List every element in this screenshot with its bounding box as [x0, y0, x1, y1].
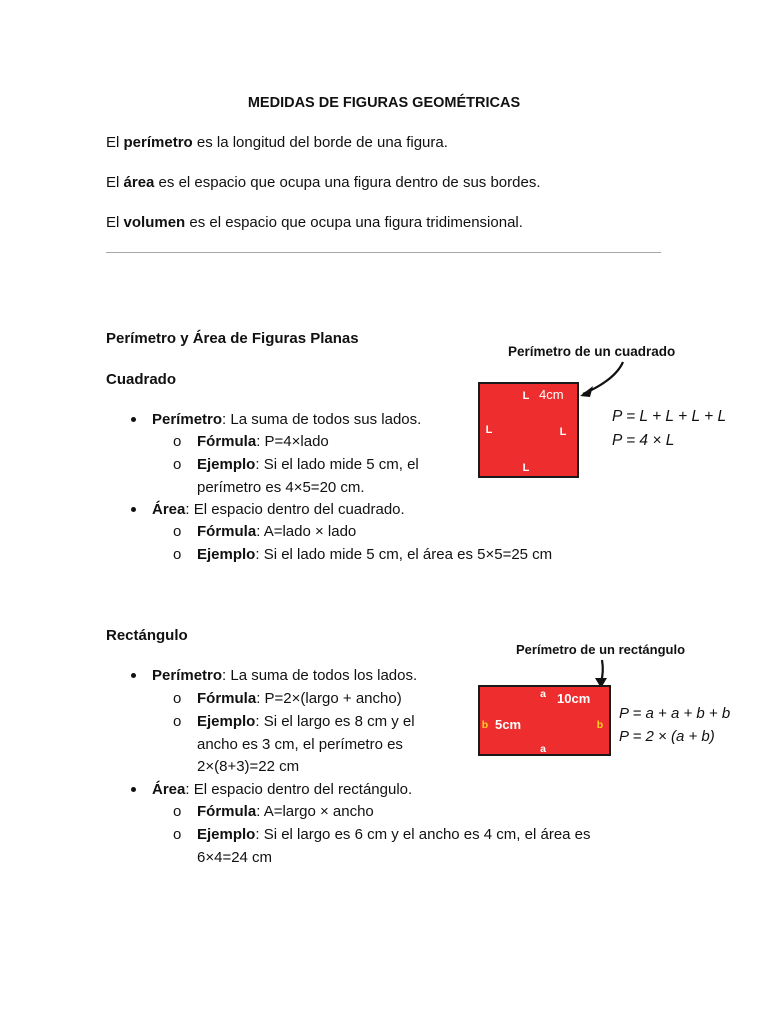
- cuadrado-heading: Cuadrado: [106, 371, 177, 388]
- rect-label-b-right: b: [596, 719, 604, 731]
- rectangulo-perimetro-formula: Fórmula: P=2×(largo + ancho): [197, 690, 402, 707]
- bullet-icon: [131, 673, 136, 678]
- side-label-left: L: [485, 424, 493, 436]
- sub-bullet-icon: o: [173, 546, 182, 563]
- cuadrado-area-ejemplo: Ejemplo: Si el lado mide 5 cm, el área es 5×5=25 cm: [197, 546, 553, 563]
- horizontal-divider: [106, 252, 661, 253]
- document-title: MEDIDAS DE FIGURAS GEOMÉTRICAS: [247, 95, 521, 111]
- arrow-head-icon: [580, 386, 593, 397]
- cuadrado-perimetro-ejemplo: Ejemplo: Si el lado mide 5 cm, el: [197, 456, 419, 473]
- side-label-top: L: [522, 390, 530, 402]
- rectangulo-area: Área: El espacio dentro del rectángulo.: [152, 781, 413, 798]
- rectangulo-perimetro-ejemplo-cont: ancho es 3 cm, el perímetro es: [197, 736, 403, 753]
- rectangulo-perimetro-ejemplo-cont2: 2×(8+3)=22 cm: [197, 758, 300, 775]
- bullet-icon: [131, 507, 136, 512]
- rectangulo-perimetro: Perímetro: La suma de todos los lados.: [152, 667, 418, 684]
- rectangle-formula-2: P = 2 × (a + b): [619, 728, 715, 745]
- rectangulo-area-ejemplo: Ejemplo: Si el largo es 6 cm y el ancho es 4 cm, el área es: [197, 826, 591, 843]
- square-measure: 4cm: [539, 387, 564, 402]
- square-perimeter-figure: [470, 335, 745, 485]
- square-formula-1: P = L + L + L + L: [612, 408, 727, 425]
- square-figure-caption: Perímetro de un cuadrado: [508, 344, 676, 359]
- cuadrado-perimetro-formula: Fórmula: P=4×lado: [197, 433, 329, 450]
- rect-label-b-left: b: [481, 719, 489, 731]
- rectangle-formula-1: P = a + a + b + b: [619, 705, 731, 722]
- definition-volumen: El volumen es el espacio que ocupa una figura tridimensional.: [106, 214, 523, 231]
- rect-label-a-top: a: [540, 688, 546, 700]
- definition-area: El área es el espacio que ocupa una figura dentro de sus bordes.: [106, 174, 541, 191]
- sub-bullet-icon: o: [173, 523, 182, 540]
- definition-perimetro: El perímetro es la longitud del borde de una figura.: [106, 134, 448, 151]
- section-title: Perímetro y Área de Figuras Planas: [106, 330, 359, 347]
- sub-bullet-icon: o: [173, 713, 182, 730]
- sub-bullet-icon: o: [173, 690, 182, 707]
- bullet-icon: [131, 787, 136, 792]
- cuadrado-area: Área: El espacio dentro del cuadrado.: [152, 501, 405, 518]
- sub-bullet-icon: o: [173, 433, 182, 450]
- square-formula-2: P = 4 × L: [612, 432, 675, 449]
- rectangulo-area-ejemplo-cont: 6×4=24 cm: [197, 849, 273, 866]
- rect-measure-b: 5cm: [495, 717, 522, 732]
- side-label-bottom: L: [522, 462, 530, 474]
- rectangulo-heading: Rectángulo: [106, 627, 188, 644]
- rectangle-perimeter-figure: [470, 630, 755, 765]
- cuadrado-perimetro: Perímetro: La suma de todos sus lados.: [152, 411, 422, 428]
- bullet-icon: [131, 417, 136, 422]
- side-label-right: L: [559, 426, 567, 438]
- cuadrado-perimetro-ejemplo-cont: perímetro es 4×5=20 cm.: [197, 479, 365, 496]
- sub-bullet-icon: o: [173, 803, 182, 820]
- sub-bullet-icon: o: [173, 456, 182, 473]
- rect-label-a-bottom: a: [540, 743, 546, 755]
- cuadrado-area-formula: Fórmula: A=lado × lado: [197, 523, 357, 540]
- rectangle-figure-caption: Perímetro de un rectángulo: [516, 642, 686, 657]
- rect-measure-a: 10cm: [557, 691, 591, 706]
- rectangulo-perimetro-ejemplo: Ejemplo: Si el largo es 8 cm y el: [197, 713, 415, 730]
- sub-bullet-icon: o: [173, 826, 182, 843]
- rectangulo-area-formula: Fórmula: A=largo × ancho: [197, 803, 374, 820]
